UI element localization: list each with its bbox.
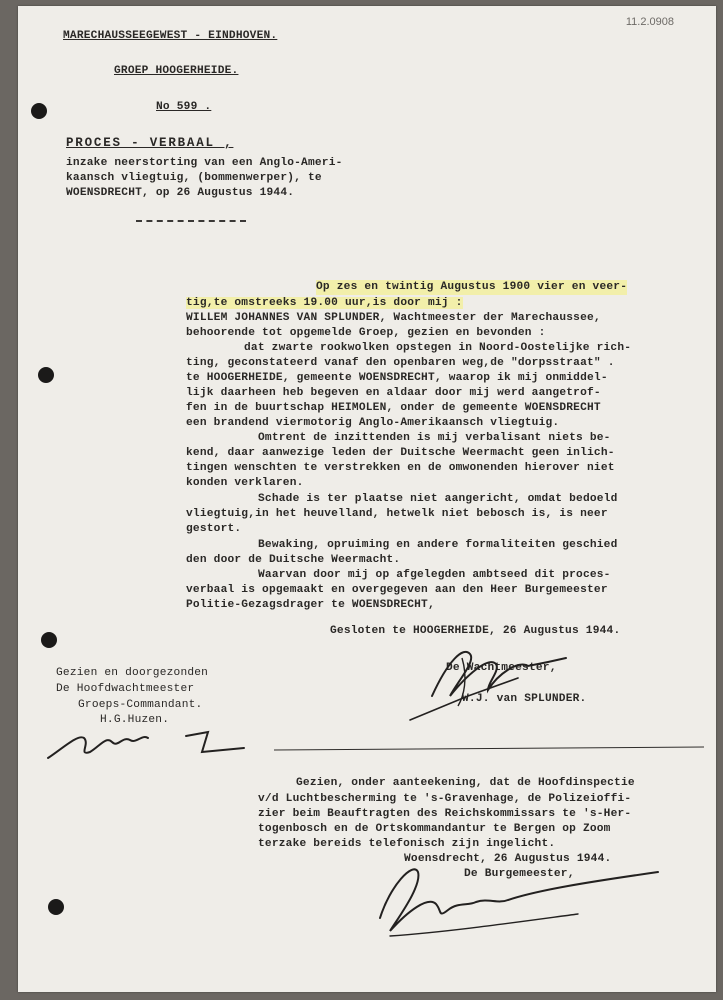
body-line: dat zwarte rookwolken opstegen in Noord-Oostelijke rich- <box>244 342 632 354</box>
subject-line: WOENSDRECHT, op 26 Augustus 1944. <box>66 187 295 199</box>
group-header: GROEP HOOGERHEIDE. <box>114 65 239 77</box>
body-line: ting, geconstateerd vanaf den openbaren weg,de "dorpsstraat" . <box>186 357 615 369</box>
body-line: gestort. <box>186 523 242 535</box>
mayor-title: De Burgemeester, <box>464 868 575 880</box>
mayor-note-line: terzake bereids telefonisch zijn ingelicht. <box>258 838 556 850</box>
body-line: Bewaking, opruiming en andere formaliteiten geschied <box>258 539 618 551</box>
body-line: WILLEM JOHANNES VAN SPLUNDER, Wachtmeester der Marechaussee, <box>186 312 601 324</box>
mayor-date: Woensdrecht, 26 Augustus 1944. <box>404 853 612 865</box>
body-line: vliegtuig,in het heuvelland, hetwelk niet bebosch is, is neer <box>186 508 608 520</box>
document-page <box>18 6 716 992</box>
subject-line: inzake neerstorting van een Anglo-Ameri- <box>66 157 343 169</box>
body-line: te HOOGERHEIDE, gemeente WOENSDRECHT, waarop ik mij onmiddel- <box>186 372 608 384</box>
body-line: verbaal is opgemaakt en overgegeven aan den Heer Burgemeester <box>186 584 608 596</box>
body-line: een brandend viermotorig Anglo-Amerikaansch vliegtuig. <box>186 417 560 429</box>
subject-line: kaansch vliegtuig, (bommenwerper), te <box>66 172 322 184</box>
district-header: MARECHAUSSEEGEWEST - EINDHOVEN. <box>63 30 278 42</box>
mayor-note-line: Gezien, onder aanteekening, dat de Hoofdinspectie <box>296 777 635 789</box>
countersign-line: De Hoofdwachtmeester <box>56 683 195 695</box>
countersign-line: Groeps-Commandant. <box>78 699 203 711</box>
body-line: Waarvan door mij op afgelegden ambtseed dit proces- <box>258 569 611 581</box>
signatory-rank: De Wachtmeester, <box>446 662 557 674</box>
body-line: behoorende tot opgemelde Groep, gezien en bevonden : <box>186 327 546 339</box>
archive-code: 11.2.0908 <box>625 16 674 28</box>
document-title: PROCES - VERBAAL , <box>66 136 234 150</box>
signatory-name: W.J. van SPLUNDER. <box>462 693 587 705</box>
mayor-note-line: v/d Luchtbescherming te 's-Gravenhage, de Polizeioffi- <box>258 793 632 805</box>
mayor-note-line: zier beim Beauftragten des Reichskommissars te 's-Her- <box>258 808 632 820</box>
body-line: Politie-Gezagsdrager te WOENSDRECHT, <box>186 599 435 611</box>
closing-line: Gesloten te HOOGERHEIDE, 26 Augustus 1944. <box>330 625 621 637</box>
body-line: den door de Duitsche Weermacht. <box>186 554 401 566</box>
document-number: No 599 . <box>156 101 212 113</box>
body-line: tingen wenschten te verstrekken en de omwonenden hierover niet <box>186 462 615 474</box>
body-line: konden verklaren. <box>186 477 304 489</box>
mayor-note-line: togenbosch en de Ortskommandantur te Bergen op Zoom <box>258 823 611 835</box>
countersign-line: H.G.Huzen. <box>100 714 170 726</box>
body-line-text: tig,te omstreeks 19.00 uur,is door mij : <box>186 297 463 309</box>
signature-burgemeester <box>18 6 716 992</box>
body-line: Omtrent de inzittenden is mij verbalisant niets be- <box>258 432 611 444</box>
body-line: fen in de buurtschap HEIMOLEN, onder de gemeente WOENSDRECHT <box>186 402 601 414</box>
body-line: kend, daar aanwezige leden der Duitsche Weermacht geen inlich- <box>186 447 615 459</box>
body-line: Op zes en twintig Augustus 1900 vier en veer- <box>316 280 627 295</box>
countersign-line: Gezien en doorgezonden <box>56 667 209 679</box>
body-line: Schade is ter plaatse niet aangericht, omdat bedoeld <box>258 493 618 505</box>
body-line: lijk daarheen heb begeven en aldaar door mij werd aangetrof- <box>186 387 601 399</box>
